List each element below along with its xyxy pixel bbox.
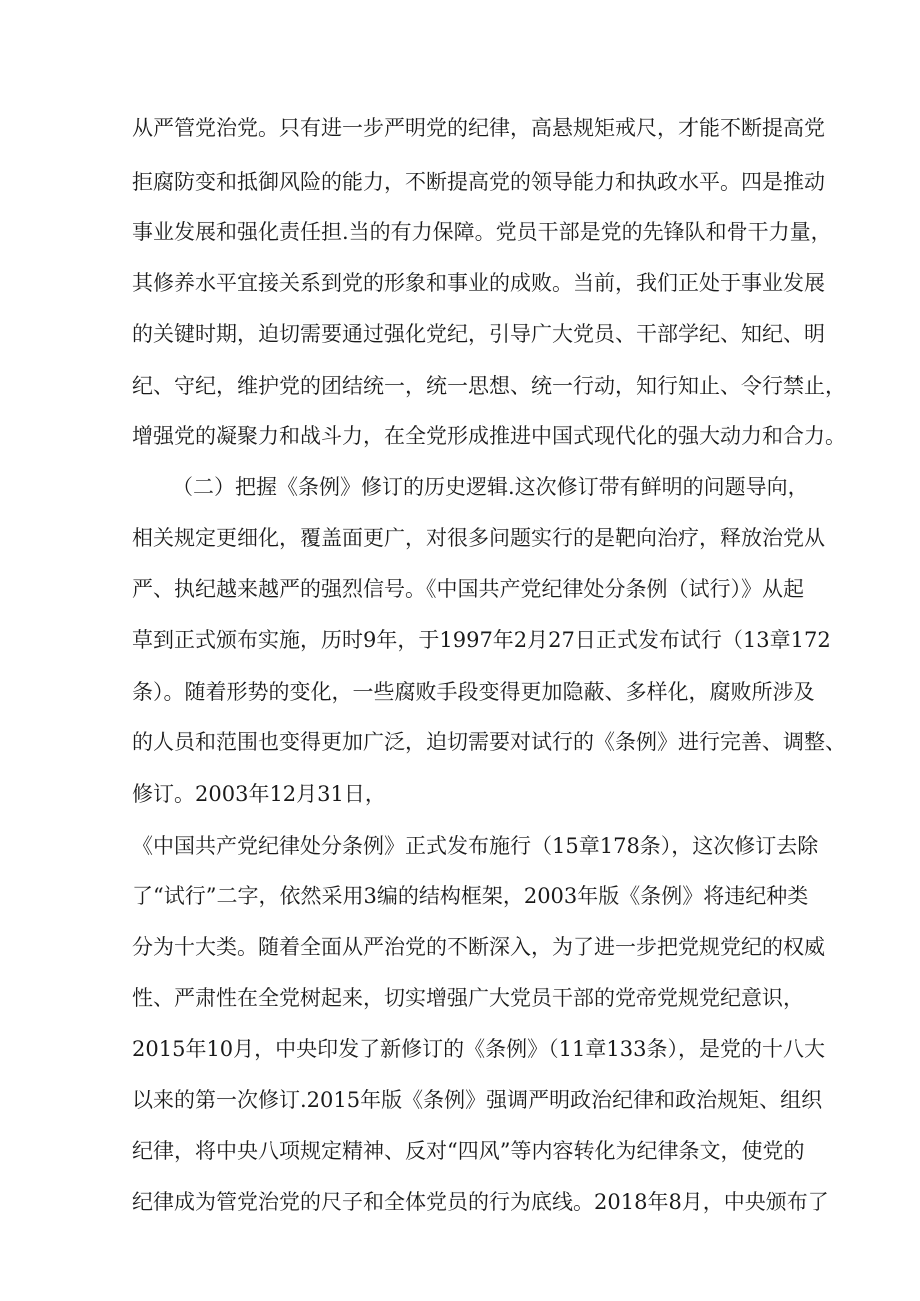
text-line: 从严管党治党。只有进一步严明党的纪律，高悬规矩戒尺，才能不断提高党 [132, 116, 825, 140]
text-line: 相关规定更细化，覆盖面更广，对很多问题实行的是靶向治疗，释放治党从 [132, 526, 825, 550]
text-line: 分为十大类。随着全面从严治党的不断深入，为了进一步把党规党纪的权威 [132, 935, 825, 959]
text-line: 2015年10月，中央印发了新修订的《条例》（11章133条），是党的十八大 [132, 1037, 825, 1061]
text-line: 拒腐防变和抵御风险的能力，不断提高党的领导能力和执政水平。四是推动 [132, 170, 825, 194]
text-line: 的关键时期，迫切需要通过强化党纪，引导广大党员、干部学纪、知纪、明 [132, 322, 825, 346]
text-line: 严、执纪越来越严的强烈信号。《中国共产党纪律处分条例（试行）》从起 [132, 577, 804, 601]
text-line: 修订。2003年12月31日， [132, 782, 386, 806]
text-line: 草到正式颁布实施，历时9年，于1997年2月27日正式发布试行（13章172 [132, 628, 831, 652]
text-line: 增强党的凝聚力和战斗力，在全党形成推进中国式现代化的强大动力和合力。 [132, 424, 846, 448]
text-line: 的人员和范围也变得更加广泛，迫切需要对试行的《条例》进行完善、调整、 [132, 730, 846, 754]
text-line: 了“试行”二字，依然采用3编的结构框架，2003年版《条例》将违纪种类 [132, 884, 809, 908]
text-line: 以来的第一次修订.2015年版《条例》强调严明政治纪律和政治规矩、组织 [132, 1088, 823, 1112]
text-line: 纪律，将中央八项规定精神、反对“四风”等内容转化为纪律条文，使党的 [132, 1139, 805, 1163]
text-line: 《中国共产党纪律处分条例》正式发布施行（15章178条），这次修订去除 [132, 834, 819, 858]
text-line: 性、严肃性在全党树起来，切实增强广大党员干部的党帝党规党纪意识， [132, 986, 804, 1010]
text-line: 其修养水平宜接关系到党的形象和事业的成败。当前，我们正处于事业发展 [132, 271, 825, 295]
text-line: 条）。随着形势的变化，一些腐败手段变得更加隐蔽、多样化，腐败所涉及 [132, 680, 815, 704]
text-line: 事业发展和强化责任担.当的有力保障。党员干部是党的先锋队和骨干力量， [132, 220, 832, 244]
text-line: 纪律成为管党治党的尺子和全体党员的行为底线。2018年8月，中央颁布了 [132, 1190, 829, 1214]
paragraph-heading-line: （二）把握《条例》修订的历史逻辑.这次修订带有鲜明的问题导向， [172, 475, 809, 499]
text-line: 纪、守纪，维护党的团结统一，统一思想、统一行动，知行知止、令行禁止， [132, 374, 846, 398]
